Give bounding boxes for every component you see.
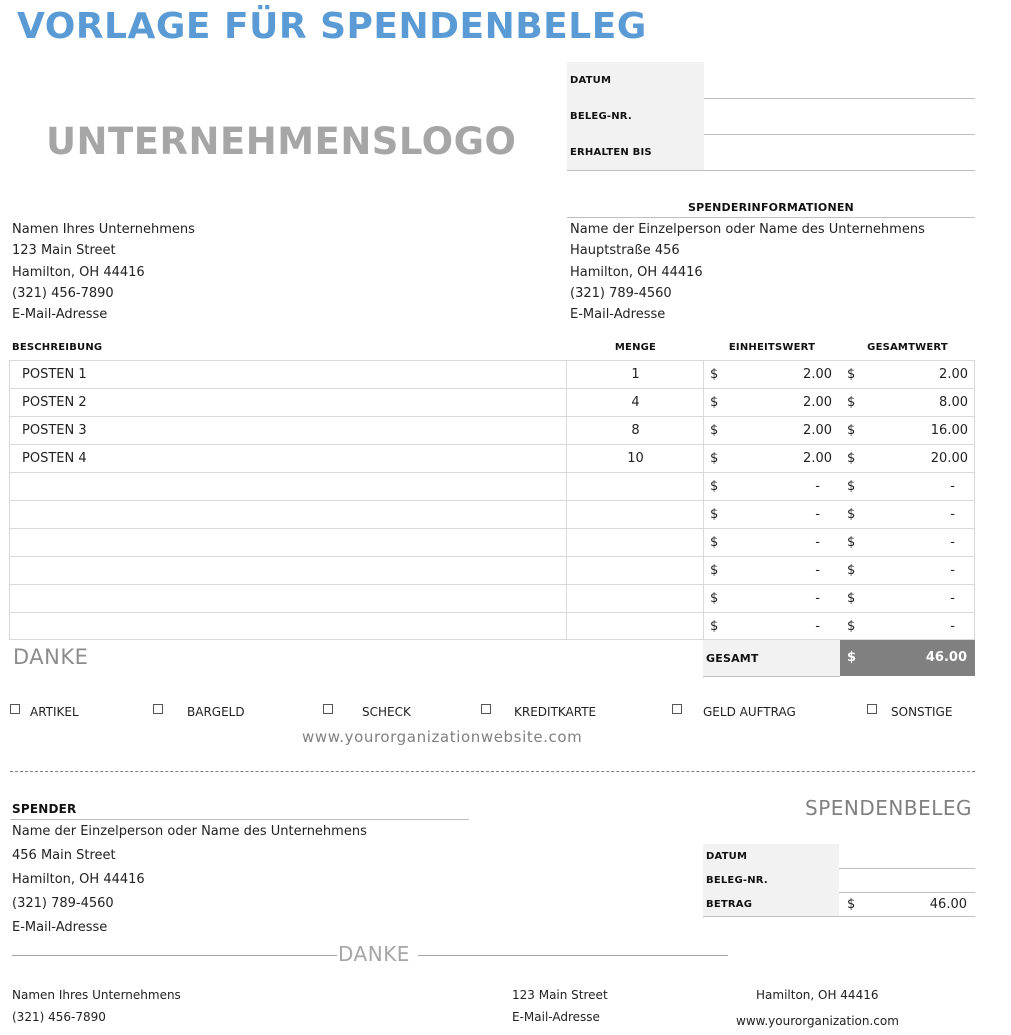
row-total-currency: $ (847, 423, 856, 438)
donor-city: Hamilton, OH 44416 (570, 265, 703, 280)
footer-company-street: 123 Main Street (512, 988, 608, 1002)
total-currency: $ (847, 650, 857, 665)
stub-donor-city: Hamilton, OH 44416 (12, 872, 145, 887)
stub-donor-phone: (321) 789-4560 (12, 896, 114, 911)
col-header-quantity: MENGE (614, 342, 657, 353)
checkbox-label-bargeld: BARGELD (187, 705, 245, 719)
row-total-value: - (950, 563, 955, 578)
stub-beleg-label: BELEG-NR. (706, 875, 768, 886)
row-total-currency: $ (847, 535, 856, 550)
total-value: 46.00 (925, 650, 967, 665)
row-quantity: 8 (631, 423, 640, 438)
row-unit-value: - (815, 479, 820, 494)
checkbox-bargeld[interactable] (153, 704, 163, 714)
row-total-value: 16.00 (930, 423, 968, 438)
donor-street: Hauptstraße 456 (570, 243, 680, 258)
row-unit-value: 2.00 (803, 395, 832, 410)
row-quantity: 10 (627, 451, 644, 466)
row-total-value: - (950, 591, 955, 606)
stub-thanks-line-right (418, 955, 728, 956)
row-description: POSTEN 3 (22, 423, 87, 438)
donor-email: E-Mail-Adresse (570, 307, 666, 322)
row-total-currency: $ (847, 479, 856, 494)
row-unit-currency: $ (710, 535, 719, 550)
meta-row-beleg[interactable] (567, 98, 975, 135)
total-label: GESAMT (706, 652, 759, 665)
stub-row-betrag[interactable] (703, 892, 975, 917)
erhalten-label: ERHALTEN BIS (570, 147, 652, 158)
total-label-cell (703, 640, 840, 677)
company-name: Namen Ihres Unternehmens (12, 222, 195, 237)
row-total-currency: $ (847, 591, 856, 606)
checkbox-label-scheck: SCHECK (362, 705, 411, 719)
company-email: E-Mail-Adresse (12, 307, 108, 322)
checkbox-artikel[interactable] (10, 704, 20, 714)
stub-thanks-text: DANKE (338, 942, 410, 966)
row-quantity: 4 (631, 395, 640, 410)
footer-company-email: E-Mail-Adresse (512, 1010, 600, 1024)
row-unit-currency: $ (710, 395, 719, 410)
beleg-label: BELEG-NR. (570, 111, 632, 122)
meta-row-datum[interactable] (567, 62, 975, 99)
stub-betrag-currency: $ (847, 897, 856, 912)
checkbox-label-artikel: ARTIKEL (30, 705, 79, 719)
donor-name: Name der Einzelperson oder Name des Unternehmens (570, 222, 925, 237)
row-description: POSTEN 4 (22, 451, 87, 466)
row-total-value: - (950, 535, 955, 550)
row-total-currency: $ (847, 395, 856, 410)
row-total-value: - (950, 479, 955, 494)
stub-donor-email: E-Mail-Adresse (12, 920, 108, 935)
donor-info-divider (567, 217, 975, 218)
checkbox-sonstige[interactable] (867, 704, 877, 714)
row-unit-currency: $ (710, 479, 719, 494)
row-unit-value: - (815, 591, 820, 606)
row-total-value: - (950, 619, 955, 634)
datum-label: DATUM (570, 75, 612, 86)
stub-datum-label: DATUM (706, 851, 748, 862)
checkbox-scheck[interactable] (323, 704, 333, 714)
total-value-cell (840, 640, 975, 676)
thanks-text: DANKE (13, 645, 89, 669)
stub-betrag-label: BETRAG (706, 899, 753, 910)
company-phone: (321) 456-7890 (12, 286, 114, 301)
footer-company-phone: (321) 456-7890 (12, 1010, 106, 1024)
stub-row-beleg[interactable] (703, 868, 975, 893)
checkbox-label-geld-auftrag: GELD AUFTRAG (703, 705, 796, 719)
stub-donor-divider (10, 819, 469, 820)
row-unit-value: - (815, 535, 820, 550)
row-total-currency: $ (847, 451, 856, 466)
stub-thanks-line-left (12, 955, 337, 956)
row-unit-value: 2.00 (803, 367, 832, 382)
row-unit-value: 2.00 (803, 451, 832, 466)
row-unit-currency: $ (710, 451, 719, 466)
stub-row-datum[interactable] (703, 844, 975, 869)
checkbox-geld-auftrag[interactable] (672, 704, 682, 714)
footer-company-name: Namen Ihres Unternehmens (12, 988, 181, 1002)
company-city: Hamilton, OH 44416 (12, 265, 145, 280)
checkbox-label-kreditkarte: KREDITKARTE (514, 705, 597, 719)
row-total-value: 20.00 (930, 451, 968, 466)
page-title: VORLAGE FÜR SPENDENBELEG (17, 6, 647, 47)
col-header-total-value: GESAMTWERT (867, 342, 948, 353)
row-total-value: - (950, 507, 955, 522)
footer-website-link[interactable]: www.yourorganization.com (736, 1014, 899, 1028)
row-unit-currency: $ (710, 591, 719, 606)
row-unit-value: - (815, 507, 820, 522)
col-header-unit-value: EINHEITSWERT (728, 342, 816, 353)
stub-donor-street: 456 Main Street (12, 848, 116, 863)
row-total-currency: $ (847, 367, 856, 382)
row-total-value: 8.00 (939, 395, 968, 410)
row-unit-currency: $ (710, 619, 719, 634)
row-unit-currency: $ (710, 423, 719, 438)
row-description: POSTEN 2 (22, 395, 87, 410)
row-unit-currency: $ (710, 507, 719, 522)
stub-donor-label: SPENDER (12, 802, 77, 816)
row-total-value: 2.00 (939, 367, 968, 382)
row-total-currency: $ (847, 507, 856, 522)
row-unit-value: - (815, 619, 820, 634)
company-logo-placeholder: UNTERNEHMENSLOGO (46, 120, 517, 163)
checkbox-label-sonstige: SONSTIGE (891, 705, 953, 719)
row-unit-currency: $ (710, 563, 719, 578)
footer-company-city: Hamilton, OH 44416 (756, 988, 879, 1002)
row-total-currency: $ (847, 619, 856, 634)
stub-donor-name: Name der Einzelperson oder Name des Unternehmens (12, 824, 367, 839)
cut-line (10, 771, 975, 772)
col-header-description: BESCHREIBUNG (12, 342, 103, 353)
row-unit-currency: $ (710, 367, 719, 382)
checkbox-kreditkarte[interactable] (481, 704, 491, 714)
meta-row-erhalten[interactable] (567, 134, 975, 171)
website-link[interactable]: www.yourorganizationwebsite.com (302, 728, 583, 746)
row-description: POSTEN 1 (22, 367, 87, 382)
row-quantity: 1 (631, 367, 640, 382)
row-total-currency: $ (847, 563, 856, 578)
stub-receipt-title: SPENDENBELEG (805, 796, 972, 820)
row-unit-value: 2.00 (803, 423, 832, 438)
row-unit-value: - (815, 563, 820, 578)
company-street: 123 Main Street (12, 243, 116, 258)
donor-phone: (321) 789-4560 (570, 286, 672, 301)
donor-info-heading: SPENDERINFORMATIONEN (688, 201, 854, 214)
stub-betrag-value: 46.00 (929, 897, 967, 912)
